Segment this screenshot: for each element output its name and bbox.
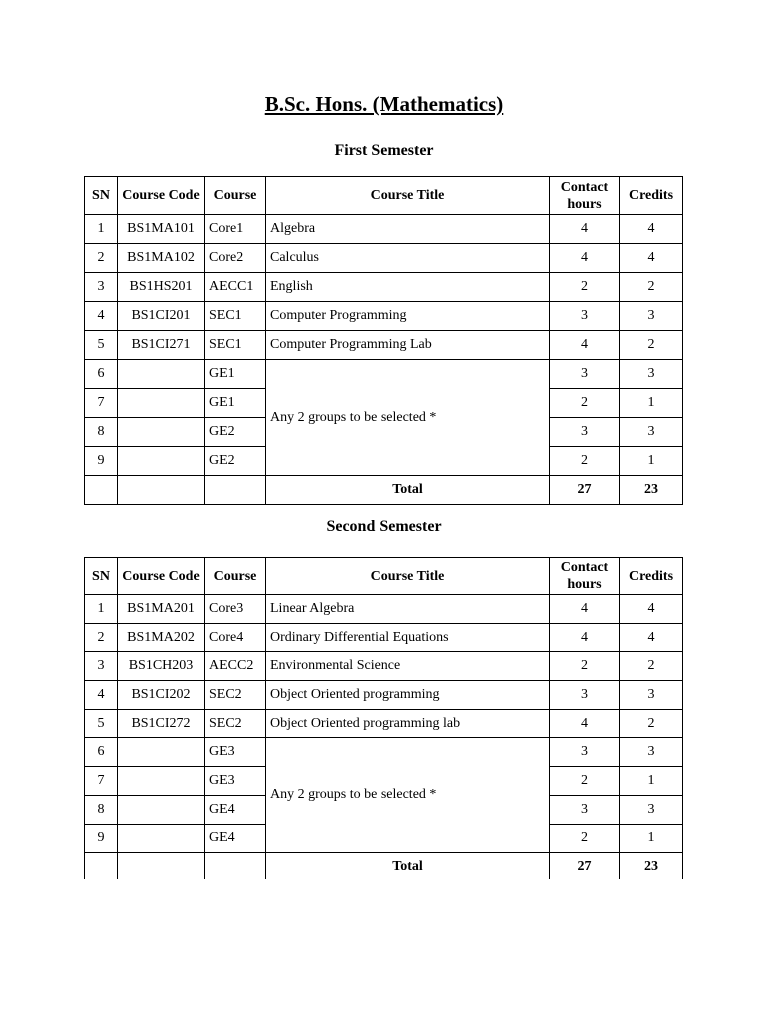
course-cell: GE3 [205, 767, 266, 796]
sn-cell: 3 [85, 273, 118, 302]
sn-cell: 6 [85, 738, 118, 767]
credits-cell: 2 [620, 652, 683, 681]
contact-hours-header: Contact hours [550, 558, 620, 595]
contact-hours-cell: 4 [550, 331, 620, 360]
sn-cell: 8 [85, 418, 118, 447]
first-semester-heading: First Semester [334, 142, 434, 159]
course-title-cell: Computer Programming Lab [266, 331, 550, 360]
course-code-cell: BS1HS201 [118, 273, 205, 302]
course-code-cell [118, 767, 205, 796]
course-code-cell: BS1CI201 [118, 302, 205, 331]
second-semester-table [84, 557, 683, 879]
total-row [85, 853, 683, 879]
total-label: Total [266, 853, 550, 879]
course-cell: GE4 [205, 795, 266, 824]
empty-cell [85, 853, 118, 879]
credits-cell: 4 [620, 215, 683, 244]
course-code-header: Course Code [118, 177, 205, 215]
course-title-header: Course Title [266, 558, 550, 595]
credits-cell: 3 [620, 302, 683, 331]
contact-hours-cell: 2 [550, 767, 620, 796]
course-cell: SEC1 [205, 302, 266, 331]
course-title-cell: Object Oriented programming lab [266, 709, 550, 738]
table-row [85, 738, 683, 767]
course-cell: Core4 [205, 623, 266, 652]
contact-hours-cell: 3 [550, 418, 620, 447]
sn-cell: 4 [85, 302, 118, 331]
second-semester-body [85, 558, 683, 880]
total-contact-hours: 27 [550, 476, 620, 505]
course-cell: SEC1 [205, 331, 266, 360]
sn-cell: 4 [85, 681, 118, 710]
contact-hours-cell: 2 [550, 447, 620, 476]
course-code-cell: BS1CI202 [118, 681, 205, 710]
credits-cell: 2 [620, 709, 683, 738]
credits-cell: 1 [620, 824, 683, 853]
course-cell: Core3 [205, 595, 266, 624]
sn-cell: 2 [85, 244, 118, 273]
credits-cell: 3 [620, 360, 683, 389]
contact-hours-cell: 2 [550, 652, 620, 681]
total-credits: 23 [620, 853, 683, 879]
course-title-cell: Environmental Science [266, 652, 550, 681]
sn-header: SN [85, 558, 118, 595]
course-code-cell [118, 738, 205, 767]
course-code-cell: BS1CH203 [118, 652, 205, 681]
credits-cell: 4 [620, 244, 683, 273]
elective-group-note: Any 2 groups to be selected * [266, 360, 550, 476]
course-title-cell: Computer Programming [266, 302, 550, 331]
contact-hours-cell: 3 [550, 795, 620, 824]
contact-hours-cell: 3 [550, 738, 620, 767]
course-header: Course [205, 558, 266, 595]
course-cell: GE2 [205, 447, 266, 476]
course-cell: AECC2 [205, 652, 266, 681]
sn-cell: 5 [85, 331, 118, 360]
sn-cell: 3 [85, 652, 118, 681]
contact-hours-cell: 4 [550, 709, 620, 738]
course-code-cell: BS1CI272 [118, 709, 205, 738]
credits-cell: 3 [620, 738, 683, 767]
sn-cell: 9 [85, 824, 118, 853]
course-title-cell: English [266, 273, 550, 302]
credits-cell: 3 [620, 681, 683, 710]
contact-hours-header: Contact hours [550, 177, 620, 215]
contact-hours-cell: 4 [550, 244, 620, 273]
course-cell: SEC2 [205, 681, 266, 710]
course-cell: SEC2 [205, 709, 266, 738]
sn-cell: 8 [85, 795, 118, 824]
course-header: Course [205, 177, 266, 215]
contact-hours-cell: 2 [550, 273, 620, 302]
course-code-cell: BS1MA102 [118, 244, 205, 273]
course-cell: GE1 [205, 360, 266, 389]
credits-header: Credits [620, 177, 683, 215]
sn-cell: 7 [85, 389, 118, 418]
sn-cell: 5 [85, 709, 118, 738]
course-code-cell: BS1MA101 [118, 215, 205, 244]
course-code-header: Course Code [118, 558, 205, 595]
sn-header: SN [85, 177, 118, 215]
course-title-header: Course Title [266, 177, 550, 215]
course-title-cell: Calculus [266, 244, 550, 273]
credits-cell: 2 [620, 331, 683, 360]
credits-cell: 3 [620, 795, 683, 824]
second-semester-heading: Second Semester [326, 518, 442, 535]
table-row [85, 652, 683, 681]
course-cell: GE2 [205, 418, 266, 447]
sn-cell: 1 [85, 595, 118, 624]
table-row [85, 595, 683, 624]
course-cell: Core2 [205, 244, 266, 273]
course-code-cell: BS1MA202 [118, 623, 205, 652]
total-contact-hours: 27 [550, 853, 620, 879]
course-code-cell: BS1MA201 [118, 595, 205, 624]
sn-cell: 9 [85, 447, 118, 476]
course-cell: GE4 [205, 824, 266, 853]
course-cell: GE3 [205, 738, 266, 767]
table-row [85, 709, 683, 738]
elective-group-note: Any 2 groups to be selected * [266, 738, 550, 853]
credits-cell: 4 [620, 623, 683, 652]
course-title-cell: Algebra [266, 215, 550, 244]
contact-hours-cell: 3 [550, 302, 620, 331]
course-cell: GE1 [205, 389, 266, 418]
credits-cell: 4 [620, 595, 683, 624]
course-code-cell: BS1CI271 [118, 331, 205, 360]
sn-cell: 2 [85, 623, 118, 652]
course-title-cell: Object Oriented programming [266, 681, 550, 710]
empty-cell [118, 853, 205, 879]
contact-hours-cell: 2 [550, 389, 620, 418]
sn-cell: 7 [85, 767, 118, 796]
empty-cell [205, 853, 266, 879]
course-code-cell [118, 824, 205, 853]
total-label: Total [266, 476, 550, 505]
table-row [85, 681, 683, 710]
credits-cell: 2 [620, 273, 683, 302]
contact-hours-cell: 4 [550, 215, 620, 244]
credits-cell: 1 [620, 389, 683, 418]
credits-cell: 1 [620, 767, 683, 796]
header-row [85, 558, 683, 595]
contact-hours-cell: 4 [550, 595, 620, 624]
course-code-cell [118, 795, 205, 824]
credits-header: Credits [620, 558, 683, 595]
contact-hours-cell: 3 [550, 681, 620, 710]
total-credits: 23 [620, 476, 683, 505]
document-title: B.Sc. Hons. (Mathematics) [264, 92, 504, 116]
contact-hours-cell: 4 [550, 623, 620, 652]
course-title-cell: Linear Algebra [266, 595, 550, 624]
contact-hours-cell: 2 [550, 824, 620, 853]
sn-cell: 1 [85, 215, 118, 244]
sn-cell: 6 [85, 360, 118, 389]
course-title-cell: Ordinary Differential Equations [266, 623, 550, 652]
table-row [85, 623, 683, 652]
contact-hours-cell: 3 [550, 360, 620, 389]
course-cell: Core1 [205, 215, 266, 244]
course-cell: AECC1 [205, 273, 266, 302]
credits-cell: 1 [620, 447, 683, 476]
credits-cell: 3 [620, 418, 683, 447]
